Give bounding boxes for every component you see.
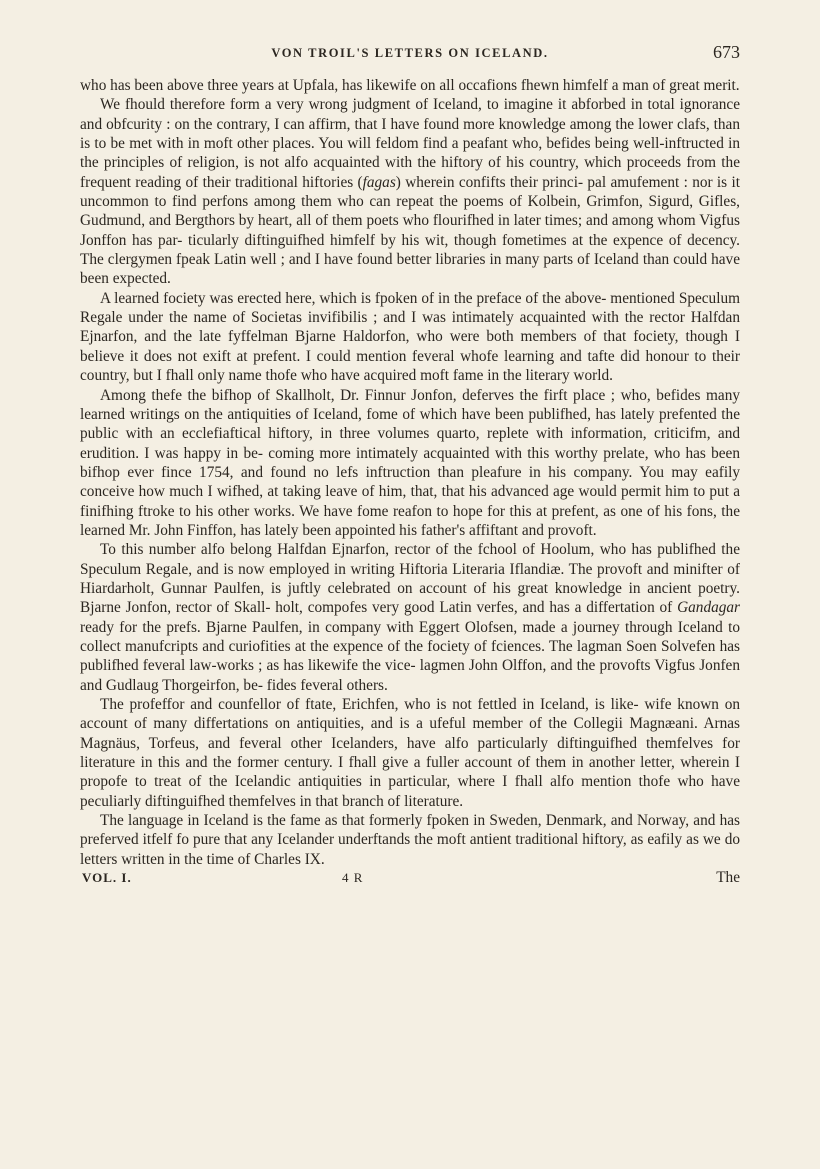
paragraph-text: We fhould therefore form a very wrong judgment of Iceland, to imagine it abforbed in total ignorance and obfcurity : on the contrary, I can affirm, that I have found more knowledge among the lower clafs, than is to be met with in moft other places. You will feldom find a peafant who, befides being well-inftructed in the principles of religion, is not alfo acquainted with the hiftory of his country, which proceeds from the frequent reading of their traditional hiftories ( <box>80 96 740 191</box>
running-head <box>80 40 740 66</box>
paragraph-text: who has been above three years at Upfala, has likewife on all occafions fhewn himfelf a man of great merit. <box>80 77 740 94</box>
paragraph <box>80 695 740 811</box>
paragraph-text: ) wherein confifts their princi- pal amufement : nor is it uncommon to find perfons among them who can repeat the poems of Kolbein, Grimfon, Sigurd, Gifles, Gudmund, and Bergthors by heart, all of them poets who flourifhed in later times; and among whom Vigfus Jonffon has par- ticularly diftinguifhed himfelf by his wit, though fometimes at the expence of decency. The clergymen fpeak Latin well ; and I have found better libraries in many parts of Iceland than could have been expected. <box>80 173 740 288</box>
italic-term: fagas <box>362 173 396 191</box>
paragraph <box>80 540 740 695</box>
italic-term: Gandagar <box>677 599 740 617</box>
paragraph-text: The language in Iceland is the fame as that formerly fpoken in Sweden, Denmark, and Norway, and has preferved itfelf fo pure that any Icelander underftands the moft antient traditional hiftory, as eafily as we do letters written in the time of Charles IX. <box>80 812 740 868</box>
page-number: 673 <box>713 42 740 62</box>
running-title: VON TROIL'S LETTERS ON ICELAND. <box>271 46 549 60</box>
paragraph-text: ready for the prefs. Bjarne Paulfen, in company with Eggert Olofsen, made a journey through Iceland to collect manufcripts and curiofities at the expence of the fociety of fciences. The lagman Soen Solvefen has publifhed feveral law-works ; as has likewife the vice- lagmen John Olffon, and the provofts Vigfus Jonfen and Gudlaug Thorgeirfon, be- fides feveral others. <box>80 618 740 694</box>
paragraph-text: Among thefe the bifhop of Skallholt, Dr. Finnur Jonfon, deferves the firft place ; who, befides many learned writings on the antiquities of Iceland, fome of which have been publifhed, has lately prefented the public with an ecclefiaftical hiftory, in three volumes quarto, replete with information, criticifm, and erudition. I was happy in be- coming more intimately acquainted with this worthy prelate, who has been bifhop ever fince 1754, and found no lefs inftruction than pleafure in his company. You may eafily conceive how much I wifhed, at taking leave of him, that, that his advanced age would permit him to put a finifhing ftroke to his other works. We have fome reafon to hope for this at prefent, as one of his fons, the learned Mr. John Finffon, has lately been appointed his father's affiftant and provoft. <box>80 386 740 539</box>
paragraph <box>80 386 740 541</box>
paragraph-text: To this number alfo belong Halfdan Ejnarfon, rector of the fchool of Hoolum, who has publifhed the Speculum Regale, and is now employed in writing Hiftoria Literaria Iflandiæ. The provoft and minifter of Hiardarholt, Gunnar Paulfen, is juftly celebrated on account of his great knowledge in ancient poetry. Bjarne Jonfon, rector of Skall- holt, compofes very good Latin verfes, and has a differtation of <box>80 541 740 617</box>
body-text <box>80 76 740 869</box>
catchword: The <box>716 869 740 887</box>
paragraph-text: A learned fociety was erected here, which is fpoken of in the preface of the above- mentioned Speculum Regale under the name of Societas invifibilis ; and I was intimately acquainted with the rector Halfdan Ejnarfon, and the late fyffelman Bjarne Haldorfon, who were both members of that fociety, though I believe it does not exift at prefent. I could mention feveral whofe learning and tafte did honour to their country, but I fhall only name thofe who have acquired moft fame in the literary world. <box>80 289 740 385</box>
page-footer <box>80 870 740 890</box>
signature-mark: 4 R <box>342 870 364 886</box>
volume-mark: VOL. I. <box>82 870 132 886</box>
paragraph-text: The profeffor and counfellor of ftate, Erichfen, who is not fettled in Iceland, is like- wife known on account of many differtations on antiquities, and is a ufeful member of the Collegii Magnæani. Arnas Magnäus, Torfeus, and feveral other Icelanders, have alfo particularly diftinguifhed themfelves for literature in this and the former century. I fhall give a fuller account of them in another letter, wherein I propofe to treat of the Icelandic antiquities in particular, where I fhall alfo mention thofe who have peculiarly diftinguifhed themfelves in that branch of literature. <box>80 696 740 810</box>
paragraph <box>80 289 740 386</box>
paragraph <box>80 95 740 288</box>
book-page <box>80 40 740 890</box>
paragraph <box>80 811 740 869</box>
paragraph <box>80 76 740 95</box>
